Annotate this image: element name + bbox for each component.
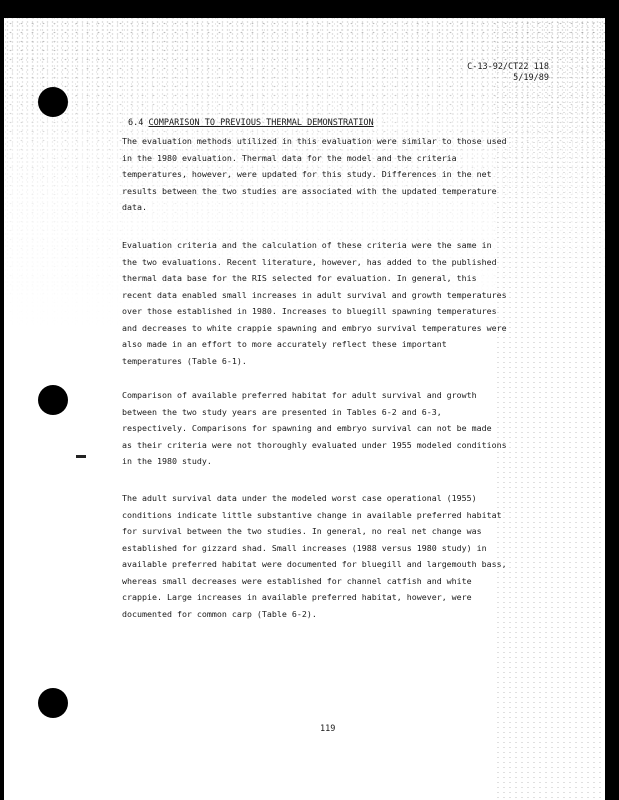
document-header	[467, 62, 549, 84]
document-date: 5/19/89	[513, 73, 549, 83]
section-heading	[128, 118, 374, 128]
margin-mark	[76, 455, 86, 458]
scan-edge-top	[0, 0, 619, 18]
punch-hole-top	[38, 87, 68, 117]
document-id: C-13-92/CT22 118	[467, 62, 549, 72]
scan-edge-left	[0, 0, 4, 800]
punch-hole-middle	[38, 385, 68, 415]
scan-edge-right	[605, 0, 619, 800]
section-title: COMPARISON TO PREVIOUS THERMAL DEMONSTRATION	[148, 118, 374, 128]
paragraph-1: The evaluation methods utilized in this evaluation were similar to those used in the 1980 evaluation. Thermal data for the model and the criteria temperatures, however, were updated for this study. Differences in the net results between the two studies are associated with the updated temperature data.	[122, 136, 507, 212]
paragraph-4: The adult survival data under the modeled worst case operational (1955) conditions indicate little substantive change in available preferred habitat for survival between the two studies. In general, no real net change was established for gizzard shad. Small increases (1988 versus 1980 study) in available preferred habitat were documented for bluegill and largemouth bass, whereas small decreases were established for channel catfish and white crappie. Large increases in available preferred habitat, however, were documented for common carp (Table 6-2).	[122, 493, 507, 619]
page-number: 119	[320, 724, 336, 734]
section-number: 6.4	[128, 118, 144, 128]
paragraph-3: Comparison of available preferred habitat for adult survival and growth between the two study years are presented in Tables 6-2 and 6-3, respectively. Comparisons for spawning and embryo survival can not be made as their criteria were not thoroughly evaluated under 1955 modeled conditions in the 1980 study.	[122, 390, 507, 466]
punch-hole-bottom	[38, 688, 68, 718]
paragraph-2: Evaluation criteria and the calculation of these criteria were the same in the two evaluations. Recent literature, however, has added to the published thermal data base for the RIS selected for evaluation. In general, this recent data enabled small increases in adult survival and growth temperatures over those established in 1980. Increases to bluegill spawning temperatures and decreases to white crappie spawning and embryo survival temperatures were also made in an effort to more accurately reflect these important temperatures (Table 6-1).	[122, 240, 507, 366]
